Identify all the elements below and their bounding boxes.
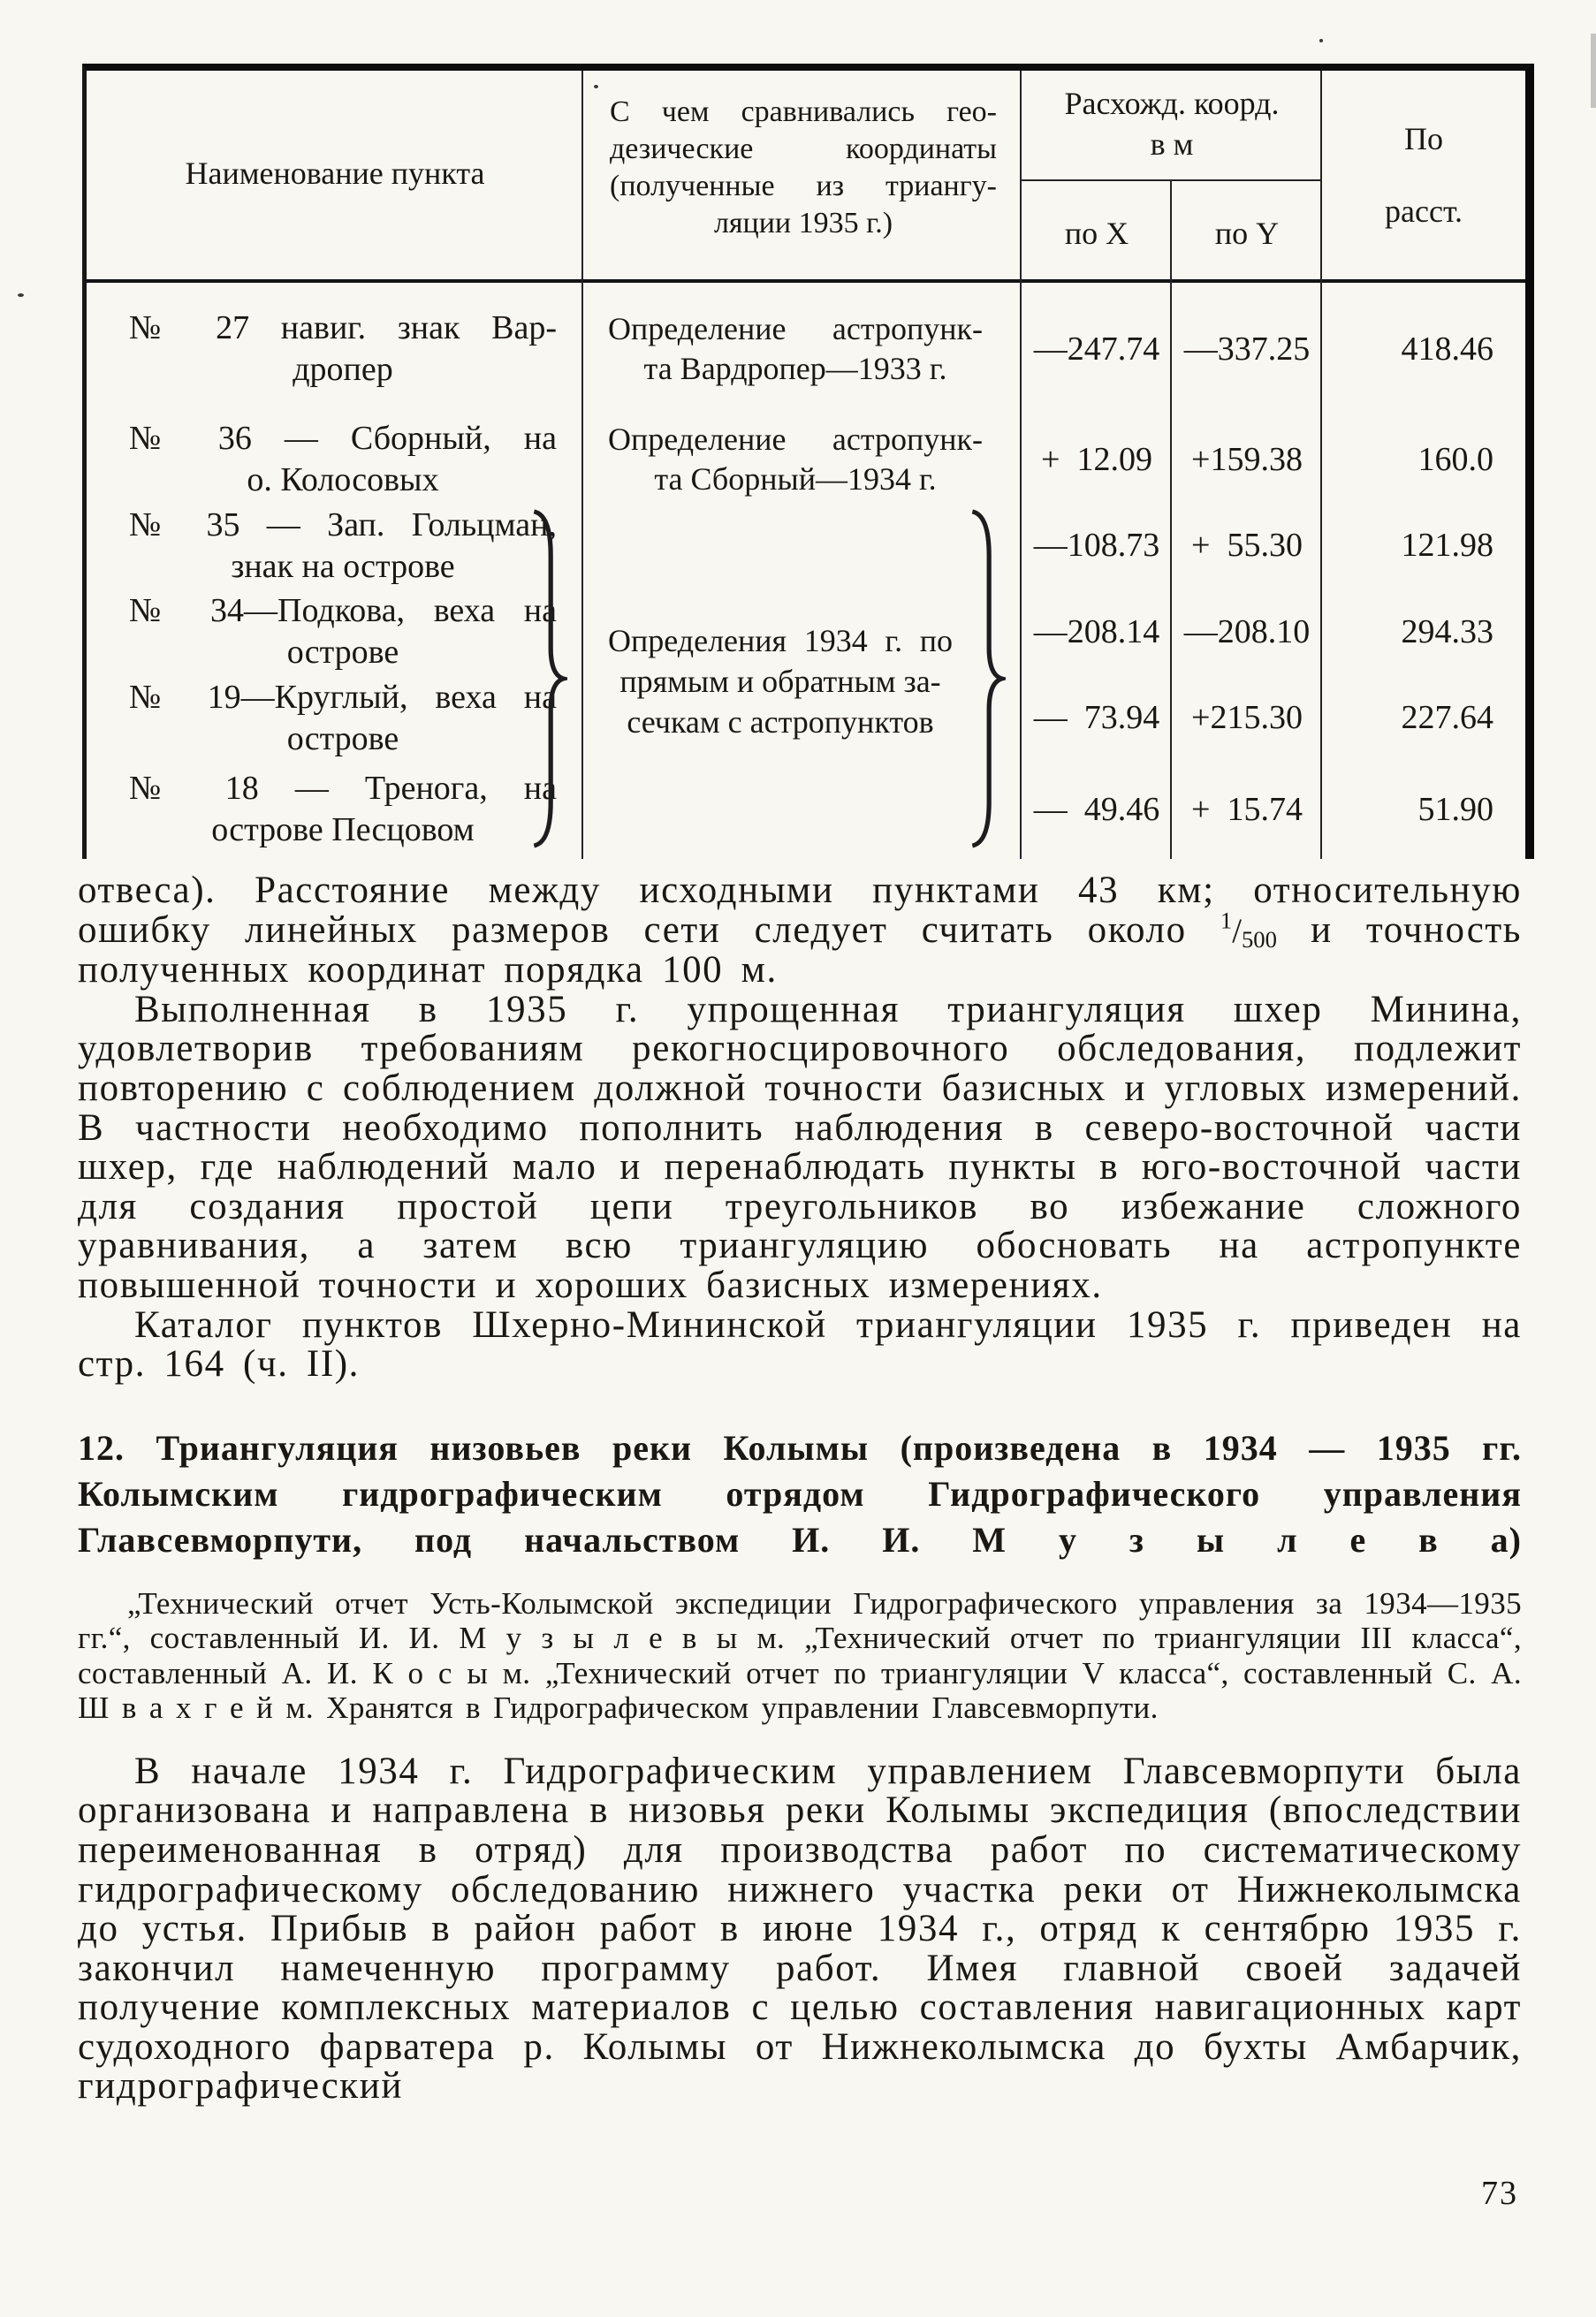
- table-row-point-name: № 34—Подкова, веха на острове: [129, 592, 557, 671]
- distance-value: 160.0: [1417, 440, 1493, 478]
- paragraph-triangulation-1935: Выполненная в 1935 г. упрощенная триангуляция шхер Минина, удовлетворив требованиям рекогносцировочного обследования, подлежит повторению с соблюдением должной точности базисных и угловых измерений. В частности необходимо пополнить наблюдения в северо-восточной части шхер, где наблюдений мало и перенаблюдать пункты в юго-восточной части для создания простой цепи треугольников во избежание сложного уравнивания, а затем всю триангуляцию обосновать на астропункте повышенной точности и хороших базисных измерениях.: [78, 988, 1522, 1306]
- dx-value: — 49.46: [1033, 790, 1160, 828]
- paragraph-kolyma-expedition: В начале 1934 г. Гидрографическим управлением Главсевморпути была организована и направлена в низовья реки Колымы экспедиция (впоследствии переименованная в отряд) для производства работ по систематическому гидрографическому обследованию нижнего участка реки от Нижнеколымска до устья. Прибыв в район работ в июне 1934 г., отряд к сентябрю 1935 г. закончил намеченную программу работ. Имея главной своей задачей получение комплексных материалов с целью составления навигационных карт судоходного фарватера р. Колымы от Нижнеколымска до бухты Амбарчик, гидрографический: [78, 1750, 1522, 2108]
- header-coordinate-difference: [1022, 71, 1322, 279]
- table-row-description: Определение астропунк- та Вардропер—1933 г.: [608, 311, 983, 386]
- dx-value: — 73.94: [1033, 699, 1160, 736]
- table-row-point-name: № 36 — Сборный, на о. Колосовых: [129, 420, 557, 498]
- header-compared-with: С чем сравнивались гео- дезические координаты (полученные из триангу- ляции 1935 г.): [610, 95, 997, 239]
- scan-speck: [1319, 39, 1323, 42]
- paragraph-accuracy: отвеса). Расстояние между исходными пунктами 43 км; относительную ошибку линейных размеров сети следует считать около $^1/_{500}$ и точность полученных координат порядка 100 м.: [78, 870, 1523, 991]
- page-text: [78, 871, 1522, 2107]
- distance-value: 51.90: [1417, 790, 1493, 828]
- grouping-brace: [527, 508, 567, 849]
- header-by-distance: По расст.: [1385, 121, 1463, 229]
- table-row-point-name: № 18 — Тренога, на острове Песцовом: [129, 770, 557, 848]
- table-row-description: Определение астропунк- та Сборный—1934 г.: [608, 422, 983, 497]
- table-row-point-name: № 19—Круглый, веха на острове: [129, 678, 557, 757]
- page-number: 73: [1481, 2175, 1518, 2212]
- dy-value: —208.10: [1183, 612, 1311, 650]
- distance-value: 418.46: [1401, 330, 1493, 368]
- dy-value: + 15.74: [1191, 790, 1303, 828]
- table-row-point-name: № 27 навиг. знак Вар- дропер: [129, 309, 557, 388]
- distance-value: 121.98: [1401, 527, 1493, 564]
- table-header: [87, 71, 1525, 279]
- dy-value: +215.30: [1191, 699, 1303, 736]
- header-diff-xy: [1022, 179, 1322, 279]
- dx-value: —247.74: [1033, 330, 1160, 368]
- scan-edge-mark: [1591, 34, 1596, 108]
- section-heading: 12. Триангуляция низовьев реки Колымы (произведена в 1934 — 1935 гг. Колымским гидрографическим отрядом Гидрографического управления Главсевморпути, под начальством И. И. М у з ы л е в а): [78, 1427, 1522, 1560]
- paragraph-catalog: Каталог пунктов Шхерно-Мининской триангуляции 1935 г. приведен на стр. 164 (ч. II).: [78, 1303, 1522, 1386]
- dy-value: + 55.30: [1191, 527, 1303, 564]
- fraction-1-500: $^1/_{500}$: [1220, 907, 1277, 953]
- dx-value: —108.73: [1033, 527, 1160, 564]
- comparison-table: [82, 64, 1534, 859]
- header-diff-title: Расхожд. коорд. в м: [1064, 86, 1280, 162]
- dx-value: + 12.09: [1041, 440, 1152, 478]
- grouping-brace: [965, 508, 1006, 849]
- source-footnote: „Технический отчет Усть-Колымской экспедиции Гидрографического управления за 1934—1935 гг.“, составленный И. И. М у з ы л е в ы м. „Технический отчет по триангуляции III класса“, составленный А. И. К о с ы м. „Технический отчет по триангуляции V класса“, составленный С. А. Ш в а х г е й м. Хранятся в Гидрографическом управлении Главсевморпути.: [78, 1585, 1522, 1726]
- scan-speck: [18, 293, 24, 297]
- table-body: [87, 283, 1525, 859]
- header-by-x: по X: [1064, 215, 1129, 251]
- table-row-point-name: № 35 — Зап. Гольцман, знак на острове: [129, 505, 557, 585]
- dy-value: +159.38: [1191, 440, 1303, 478]
- table-grouped-description: Определения 1934 г. по прямым и обратным за- сечкам с астропунктов: [608, 623, 953, 740]
- dx-value: —208.14: [1033, 612, 1160, 650]
- distance-value: 227.64: [1401, 699, 1493, 736]
- dy-value: —337.25: [1183, 330, 1311, 368]
- header-point-name: Наименование пункта: [185, 156, 485, 191]
- header-by-y: по Y: [1214, 215, 1280, 251]
- distance-value: 294.33: [1401, 612, 1493, 650]
